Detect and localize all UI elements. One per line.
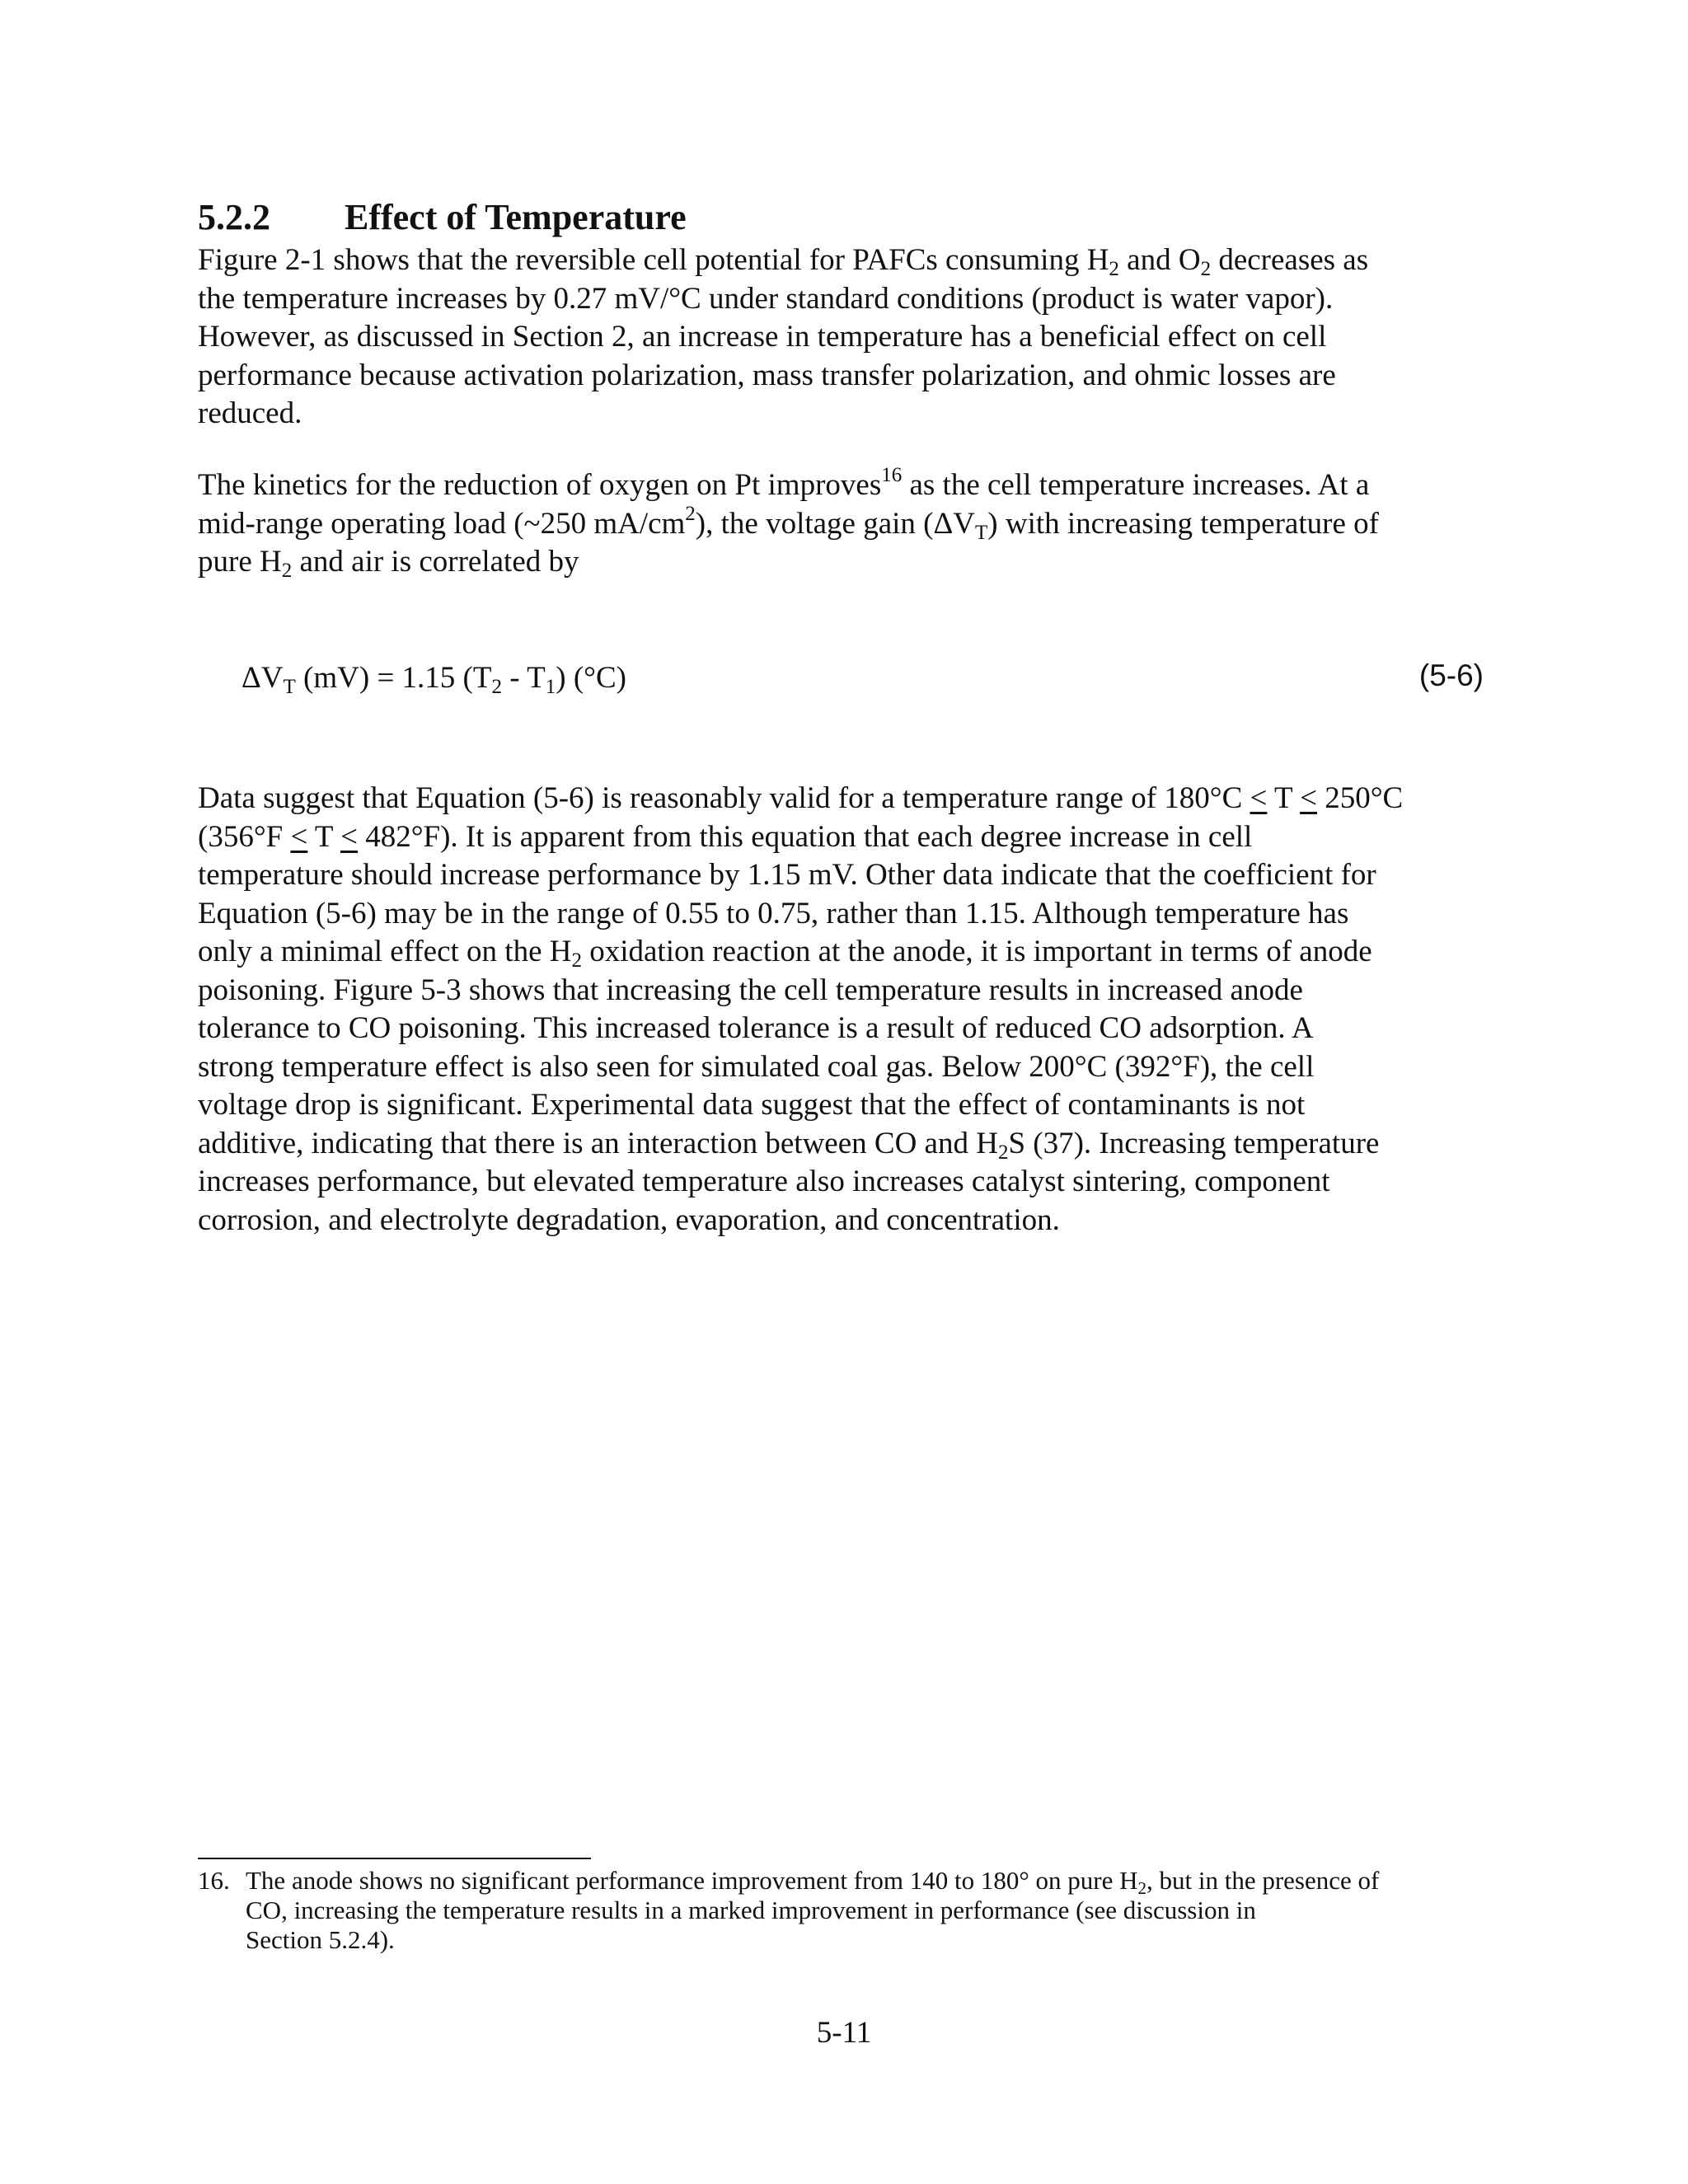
text-run: T <box>1267 781 1301 815</box>
text-run: ), the voltage gain (ΔV <box>695 506 976 541</box>
text-run: and air is correlated by <box>292 545 579 579</box>
text-run: T <box>307 819 341 854</box>
text-run: 250°C <box>1317 781 1404 815</box>
equation-number: (5-6) <box>1418 658 1484 692</box>
subscript: 2 <box>1137 1878 1146 1898</box>
footnote-number: 16. <box>198 1866 230 1895</box>
text-line: strong temperature effect is also seen for simulated coal gas. Below 200°C (392°F), the cell <box>198 1049 1315 1084</box>
text-run: ΔV <box>241 661 284 695</box>
text-line <box>198 780 1484 818</box>
subscript: 2 <box>571 949 582 972</box>
text-line: the temperature increases by 0.27 mV/°C under standard conditions (product is water vapor). <box>198 281 1334 316</box>
equation-5-6 <box>241 660 626 696</box>
text-line <box>198 543 1484 582</box>
text-run: (356°F <box>198 819 291 854</box>
text-run: The anode shows no significant performance improvement from 140 to 180° on pure H <box>246 1866 1138 1895</box>
text-run: additive, indicating that there is an interaction between CO and H <box>198 1126 998 1160</box>
text-line: voltage drop is significant. Experimental data suggest that the effect of contaminants is not <box>198 1088 1306 1122</box>
text-line <box>246 1866 1484 1896</box>
less-equal-symbol: < <box>290 819 308 854</box>
text-line: reduced. <box>198 396 302 430</box>
superscript: 2 <box>685 502 696 525</box>
text-line <box>198 818 1484 857</box>
subscript: 2 <box>491 676 502 698</box>
subscript: 2 <box>997 1141 1009 1164</box>
text-line: increases performance, but elevated temperature also increases catalyst sintering, component <box>198 1165 1330 1198</box>
text-run: (mV) = 1.15 (T <box>295 661 492 695</box>
text-run: Figure 2-1 shows that the reversible cell potential for PAFCs consuming H <box>198 243 1109 277</box>
text-run: S (37). Increasing temperature <box>1008 1126 1380 1160</box>
text-line: corrosion, and electrolyte degradation, evaporation, and concentration. <box>198 1202 1060 1237</box>
text-line: performance because activation polarization, mass transfer polarization, and ohmic losses are <box>198 358 1336 392</box>
page-number: 5-11 <box>816 2016 872 2050</box>
text-run: 482°F). It is apparent from this equation that each degree increase in cell <box>357 819 1253 854</box>
text-line <box>198 1125 1484 1164</box>
section-title: Effect of Temperature <box>345 197 687 237</box>
text-run: , but in the presence of <box>1146 1866 1380 1895</box>
text-line <box>198 933 1484 972</box>
less-equal-symbol: < <box>340 819 358 854</box>
text-line: Equation (5-6) may be in the range of 0.55 to 0.75, rather than 1.15. Although temperature has <box>198 896 1349 930</box>
text-line: poisoning. Figure 5-3 shows that increasing the cell temperature results in increased anode <box>198 972 1303 1007</box>
text-run: only a minimal effect on the H <box>198 935 572 968</box>
text-run: as the cell temperature increases. At a <box>902 468 1370 502</box>
text-line: temperature should increase performance by 1.15 mV. Other data indicate that the coefficient for <box>198 858 1376 892</box>
text-run: mid-range operating load (~250 mA/cm <box>198 506 686 541</box>
section-number: 5.2.2 <box>198 197 270 237</box>
text-run: The kinetics for the reduction of oxygen on Pt improves <box>198 468 882 502</box>
text-line <box>198 466 1484 505</box>
text-line: tolerance to CO poisoning. This increased tolerance is a result of reduced CO adsorption. A <box>198 1011 1314 1045</box>
subscript: T <box>975 521 988 544</box>
footnote-text <box>246 1866 1484 1955</box>
subscript: 2 <box>1109 258 1119 280</box>
text-run: Data suggest that Equation (5-6) is reasonably valid for a temperature range of 180°C <box>198 781 1250 815</box>
subscript: 2 <box>281 560 293 582</box>
text-run: pure H <box>198 545 282 579</box>
section-heading <box>198 196 687 238</box>
text-line: CO, increasing the temperature results in a marked improvement in performance (see discussion in <box>246 1896 1256 1924</box>
subscript: 2 <box>1200 258 1212 280</box>
paragraph-2 <box>198 466 1484 582</box>
footnote-16 <box>198 1866 1484 1955</box>
less-equal-symbol: < <box>1300 781 1318 815</box>
footnote-divider <box>198 1858 591 1859</box>
footnote-reference: 16 <box>881 464 903 486</box>
paragraph-1 <box>198 241 1484 434</box>
text-line: However, as discussed in Section 2, an increase in temperature has a beneficial effect on cell <box>198 320 1327 354</box>
text-run: decreases as <box>1211 243 1369 277</box>
text-run: and O <box>1118 243 1201 277</box>
text-run: ) with increasing temperature of <box>987 506 1379 541</box>
less-equal-symbol: < <box>1250 781 1268 815</box>
text-line: Section 5.2.4). <box>246 1925 395 1954</box>
paragraph-3 <box>198 780 1484 1240</box>
text-run: ) (°C) <box>556 661 626 695</box>
text-run: oxidation reaction at the anode, it is important in terms of anode <box>581 935 1372 968</box>
text-line <box>198 502 1484 544</box>
text-run: - T <box>501 661 546 695</box>
text-line <box>198 241 1484 280</box>
subscript: T <box>283 676 296 698</box>
subscript: 1 <box>545 676 556 698</box>
